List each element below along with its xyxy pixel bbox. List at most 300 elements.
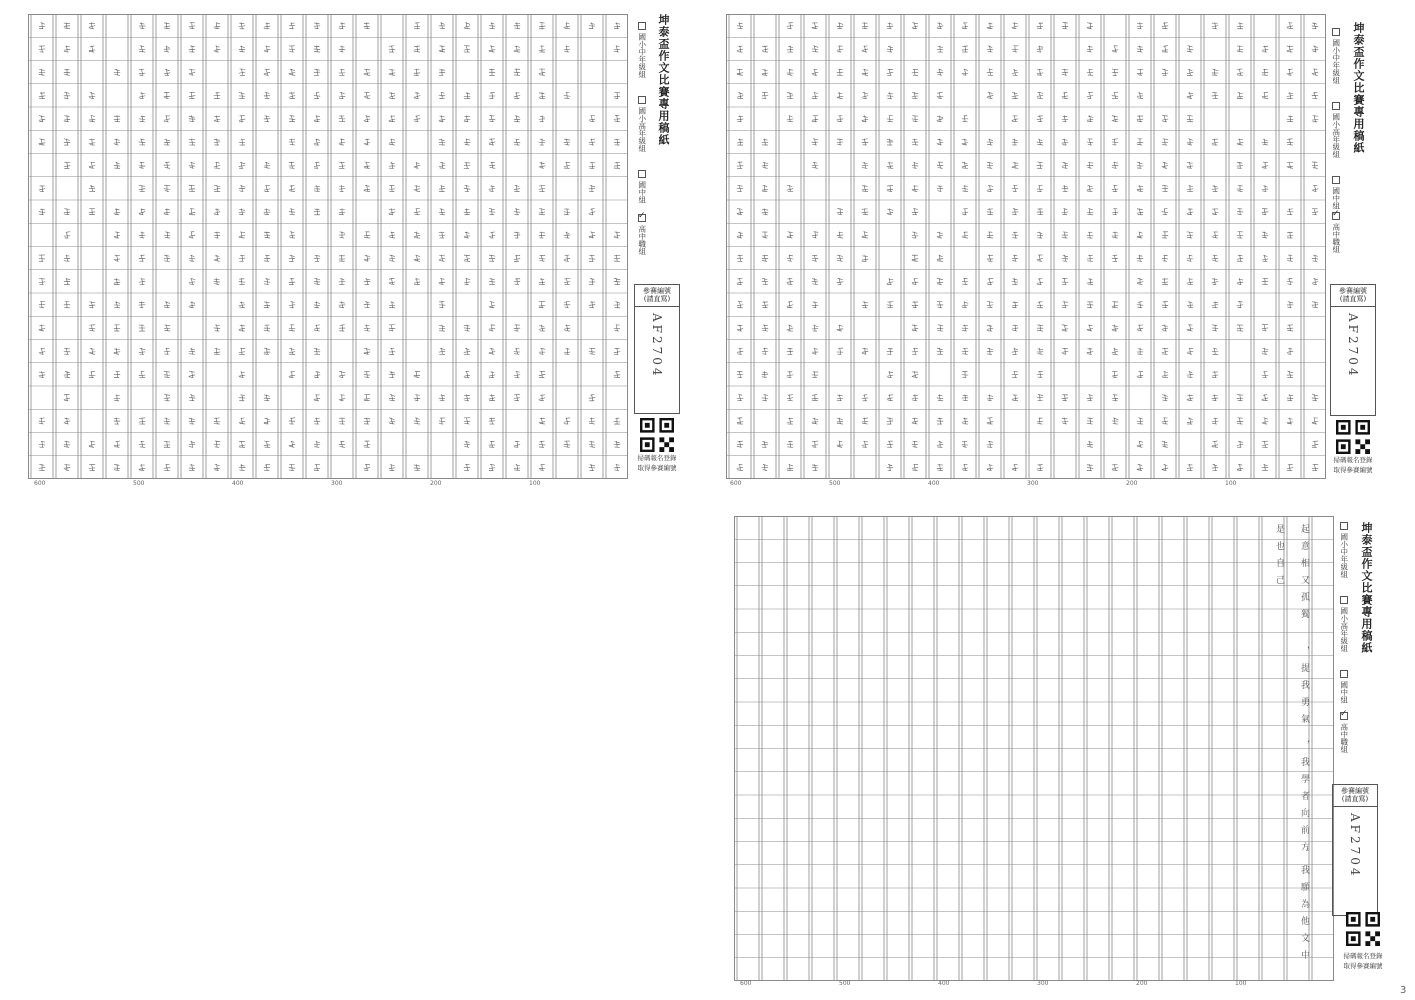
handwritten-char	[787, 69, 793, 75]
handwritten-char	[64, 162, 70, 168]
handwritten-char	[114, 418, 120, 424]
option-senior-high[interactable]: ✓ 高中職組	[1340, 712, 1348, 753]
handwritten-char	[314, 464, 320, 470]
page-number: 3	[1400, 985, 1407, 996]
ruler-label: 400	[232, 480, 244, 487]
handwritten-char	[289, 348, 295, 354]
handwritten-char	[912, 325, 918, 331]
handwritten-char	[862, 139, 868, 145]
handwritten-char	[514, 69, 520, 75]
handwritten-char	[1012, 464, 1018, 470]
entry-number-value: AF2704	[1346, 312, 1360, 379]
handwritten-char	[189, 232, 195, 238]
handwritten-char	[514, 371, 520, 377]
handwritten-char	[164, 255, 170, 261]
handwritten-char	[464, 418, 470, 424]
handwritten-char	[1237, 278, 1243, 284]
handwritten-char	[114, 371, 120, 377]
handwritten-char	[614, 115, 620, 121]
handwritten-char	[1287, 371, 1293, 377]
handwritten-char	[489, 92, 495, 98]
handwritten-char	[1087, 301, 1093, 307]
handwritten-char	[339, 115, 345, 121]
ruler-label: 500	[839, 980, 851, 987]
handwritten-char	[389, 69, 395, 75]
handwritten-char	[737, 418, 743, 424]
handwritten-char	[89, 348, 95, 354]
handwritten-char	[514, 255, 520, 261]
handwritten-char	[1187, 115, 1193, 121]
handwritten-char	[1237, 92, 1243, 98]
handwritten-char	[1012, 208, 1018, 214]
handwritten-char	[937, 92, 943, 98]
handwritten-char	[837, 394, 843, 400]
handwritten-char	[389, 232, 395, 238]
handwritten-char	[937, 69, 943, 75]
handwritten-char	[539, 348, 545, 354]
handwritten-char	[1087, 325, 1093, 331]
handwritten-char	[1037, 255, 1043, 261]
handwritten-char	[339, 92, 345, 98]
handwritten-char	[737, 394, 743, 400]
handwritten-char	[1312, 22, 1318, 28]
option-elementary-middle[interactable]: 國小中年級組	[1340, 522, 1348, 578]
handwritten-char	[987, 162, 993, 168]
option-elementary-upper[interactable]: 國小高年級組	[1332, 102, 1340, 158]
handwritten-char	[39, 255, 45, 261]
handwritten-char	[539, 22, 545, 28]
handwritten-char	[139, 371, 145, 377]
handwritten-char	[937, 22, 943, 28]
handwritten-char	[414, 185, 420, 191]
handwritten-char	[937, 46, 943, 52]
handwritten-char	[1287, 92, 1293, 98]
handwritten-char	[239, 464, 245, 470]
handwritten-char	[239, 139, 245, 145]
handwritten-char	[314, 348, 320, 354]
option-elementary-upper[interactable]: 國小高年級組	[638, 96, 646, 152]
handwritten-char	[787, 325, 793, 331]
handwritten-char	[912, 301, 918, 307]
handwritten-char	[64, 278, 70, 284]
handwritten-char	[1087, 185, 1093, 191]
handwritten-char	[164, 418, 170, 424]
handwritten-char	[139, 69, 145, 75]
handwritten-char	[139, 348, 145, 354]
handwritten-char	[912, 441, 918, 447]
handwritten-char	[364, 371, 370, 377]
handwritten-char	[289, 255, 295, 261]
handwritten-char	[214, 208, 220, 214]
handwritten-char	[1312, 394, 1318, 400]
handwritten-char	[1187, 464, 1193, 470]
handwritten-char	[737, 22, 743, 28]
writing-grid-2	[726, 14, 1326, 479]
handwritten-char	[514, 22, 520, 28]
manuscript-sheet-3	[726, 508, 1400, 993]
handwritten-char	[1187, 371, 1193, 377]
handwritten-char	[987, 255, 993, 261]
handwritten-char	[937, 348, 943, 354]
handwritten-char	[364, 394, 370, 400]
handwritten-char	[987, 185, 993, 191]
handwritten-char	[937, 441, 943, 447]
handwritten-char	[589, 441, 595, 447]
ruler-label: 500	[829, 480, 841, 487]
handwritten-char	[1187, 208, 1193, 214]
handwritten-char	[114, 348, 120, 354]
handwritten-char	[239, 255, 245, 261]
handwritten-char	[564, 232, 570, 238]
handwritten-char	[1312, 208, 1318, 214]
option-elementary-upper[interactable]: 國小高年級組	[1340, 596, 1348, 652]
entry-number-box[interactable]: 參賽編號 (請直寫) AF2704	[1330, 284, 1376, 416]
handwritten-char	[1187, 46, 1193, 52]
handwritten-char	[1212, 92, 1218, 98]
handwritten-char	[464, 441, 470, 447]
handwritten-char	[762, 255, 768, 261]
handwritten-char	[812, 371, 818, 377]
option-elementary-middle[interactable]: 國小中年級組	[1332, 28, 1340, 84]
handwritten-char	[1287, 394, 1293, 400]
handwritten-char	[1212, 69, 1218, 75]
handwritten-char	[1162, 22, 1168, 28]
handwritten-char	[264, 46, 270, 52]
handwritten-char	[514, 46, 520, 52]
handwritten-char	[1037, 232, 1043, 238]
handwritten-char	[264, 348, 270, 354]
option-junior-high[interactable]: 國中組	[1340, 670, 1348, 704]
handwritten-char	[214, 162, 220, 168]
handwritten-char	[139, 22, 145, 28]
handwritten-char	[64, 208, 70, 214]
handwritten-char	[214, 22, 220, 28]
handwritten-char	[289, 185, 295, 191]
handwritten-char	[489, 441, 495, 447]
handwritten-char	[1062, 208, 1068, 214]
handwritten-char	[364, 441, 370, 447]
option-junior-high[interactable]: 國中組	[638, 170, 646, 204]
handwritten-char	[164, 464, 170, 470]
handwritten-char	[762, 185, 768, 191]
handwritten-char	[962, 441, 968, 447]
handwritten-char	[1112, 232, 1118, 238]
handwritten-char	[887, 441, 893, 447]
handwritten-char	[1212, 441, 1218, 447]
handwritten-char	[1137, 464, 1143, 470]
handwritten-char	[1062, 22, 1068, 28]
handwritten-char	[1137, 162, 1143, 168]
handwritten-char	[862, 115, 868, 121]
handwritten-char	[564, 441, 570, 447]
handwritten-char	[1112, 394, 1118, 400]
handwritten-char	[464, 464, 470, 470]
handwritten-char	[1137, 418, 1143, 424]
handwritten-char	[514, 139, 520, 145]
handwritten-char	[339, 325, 345, 331]
handwritten-char	[414, 278, 420, 284]
handwritten-char	[464, 325, 470, 331]
handwritten-char	[1237, 162, 1243, 168]
handwritten-char	[589, 139, 595, 145]
handwritten-char	[389, 278, 395, 284]
handwritten-char	[812, 46, 818, 52]
form-title: 坤泰盃作文比賽專用稿紙	[657, 14, 670, 146]
handwritten-char	[787, 22, 793, 28]
handwritten-char	[389, 162, 395, 168]
handwritten-char	[1062, 325, 1068, 331]
handwritten-char	[289, 371, 295, 377]
handwritten-char	[1087, 394, 1093, 400]
handwritten-char	[589, 208, 595, 214]
handwritten-char	[614, 348, 620, 354]
handwritten-char	[164, 441, 170, 447]
handwritten-char	[564, 278, 570, 284]
handwritten-char	[1037, 278, 1043, 284]
handwritten-char	[1287, 208, 1293, 214]
handwritten-char	[539, 255, 545, 261]
handwritten-char	[314, 255, 320, 261]
handwritten-char	[289, 441, 295, 447]
handwritten-char	[614, 46, 620, 52]
handwritten-char	[439, 139, 445, 145]
handwritten-char	[1237, 185, 1243, 191]
handwritten-char	[139, 162, 145, 168]
handwritten-char	[464, 255, 470, 261]
writing-grid-3	[734, 516, 1334, 981]
handwritten-char	[987, 441, 993, 447]
handwritten-char	[614, 92, 620, 98]
handwritten-char	[1262, 232, 1268, 238]
handwritten-char	[139, 418, 145, 424]
handwritten-char	[239, 371, 245, 377]
handwritten-char	[89, 301, 95, 307]
handwritten-char	[1137, 371, 1143, 377]
handwritten-char	[614, 139, 620, 145]
handwritten-char	[114, 255, 120, 261]
handwritten-char	[114, 278, 120, 284]
handwritten-char	[289, 46, 295, 52]
handwritten-char	[564, 22, 570, 28]
handwritten-char	[439, 301, 445, 307]
handwritten-char	[289, 278, 295, 284]
entry-number-box[interactable]: 參賽編號 (請直寫) AF2704	[1332, 784, 1378, 916]
handwritten-char	[264, 69, 270, 75]
handwritten-char	[887, 394, 893, 400]
handwritten-char	[812, 69, 818, 75]
handwritten-char	[314, 115, 320, 121]
handwritten-char	[1287, 464, 1293, 470]
handwritten-char	[339, 208, 345, 214]
handwritten-char	[1037, 325, 1043, 331]
handwritten-char	[164, 22, 170, 28]
handwritten-char	[962, 208, 968, 214]
handwritten-char	[189, 69, 195, 75]
handwritten-char	[614, 255, 620, 261]
handwritten-char	[1162, 115, 1168, 121]
handwritten-char	[314, 69, 320, 75]
handwritten-char	[489, 348, 495, 354]
handwritten-char	[1062, 301, 1068, 307]
handwritten-char	[439, 348, 445, 354]
handwritten-char	[887, 371, 893, 377]
handwritten-char	[787, 464, 793, 470]
handwritten-char	[1212, 278, 1218, 284]
handwritten-char	[314, 441, 320, 447]
handwritten-char	[564, 139, 570, 145]
handwritten-char	[1312, 464, 1318, 470]
handwritten-char	[364, 348, 370, 354]
handwritten-char	[514, 115, 520, 121]
handwritten-char	[389, 255, 395, 261]
ruler-label: 300	[1037, 980, 1049, 987]
handwritten-char	[189, 301, 195, 307]
handwritten-char	[1112, 418, 1118, 424]
handwritten-char	[414, 232, 420, 238]
handwritten-char	[564, 348, 570, 354]
handwritten-char	[1012, 255, 1018, 261]
handwritten-char	[1012, 325, 1018, 331]
handwritten-char	[614, 278, 620, 284]
handwritten-char	[887, 115, 893, 121]
handwritten-char	[1112, 92, 1118, 98]
handwritten-char	[139, 441, 145, 447]
handwritten-char	[1262, 255, 1268, 261]
handwritten-char	[787, 394, 793, 400]
handwritten-char	[514, 464, 520, 470]
handwritten-char	[1112, 139, 1118, 145]
handwritten-char	[987, 69, 993, 75]
handwritten-char	[912, 22, 918, 28]
handwritten-char	[1162, 371, 1168, 377]
handwritten-char	[264, 92, 270, 98]
handwritten-char	[289, 464, 295, 470]
handwritten-char	[1137, 278, 1143, 284]
handwritten-char	[564, 325, 570, 331]
handwritten-char	[614, 464, 620, 470]
handwritten-char	[539, 115, 545, 121]
handwritten-char	[762, 278, 768, 284]
handwritten-char	[1137, 441, 1143, 447]
handwritten-char	[1137, 208, 1143, 214]
option-junior-high[interactable]: 國中組	[1332, 176, 1340, 210]
handwritten-char	[239, 278, 245, 284]
handwritten-char	[214, 325, 220, 331]
handwritten-char	[1262, 464, 1268, 470]
handwritten-char	[1062, 278, 1068, 284]
handwritten-char	[1162, 348, 1168, 354]
handwritten-char	[264, 441, 270, 447]
handwritten-char	[64, 22, 70, 28]
handwritten-char	[264, 22, 270, 28]
handwritten-char	[539, 418, 545, 424]
handwritten-char	[214, 185, 220, 191]
handwritten-char	[1287, 418, 1293, 424]
handwritten-char	[737, 139, 743, 145]
handwritten-char	[1187, 92, 1193, 98]
handwritten-char	[1187, 394, 1193, 400]
handwritten-char	[1212, 394, 1218, 400]
handwritten-char	[39, 441, 45, 447]
handwritten-char	[489, 185, 495, 191]
handwritten-char	[812, 441, 818, 447]
handwritten-char	[912, 232, 918, 238]
handwritten-char	[787, 441, 793, 447]
handwritten-char	[189, 22, 195, 28]
handwritten-char	[1162, 185, 1168, 191]
handwritten-char	[89, 22, 95, 28]
handwritten-char	[1062, 185, 1068, 191]
handwritten-char	[837, 325, 843, 331]
handwritten-char	[239, 394, 245, 400]
handwritten-char	[114, 162, 120, 168]
handwritten-char	[1212, 325, 1218, 331]
handwritten-char	[1112, 185, 1118, 191]
option-elementary-middle[interactable]: 國小中年級組	[638, 22, 646, 78]
entry-number-box[interactable]: 參賽編號 (請直寫) AF2704	[634, 284, 680, 414]
handwritten-char	[987, 232, 993, 238]
handwritten-char	[1162, 46, 1168, 52]
handwritten-char	[539, 394, 545, 400]
handwritten-char	[164, 115, 170, 121]
handwritten-char	[1212, 301, 1218, 307]
handwritten-char	[89, 185, 95, 191]
handwritten-char	[439, 46, 445, 52]
handwritten-char	[539, 46, 545, 52]
handwritten-char	[614, 22, 620, 28]
handwritten-char	[289, 92, 295, 98]
option-senior-high[interactable]: ✓ 高中職組	[1332, 212, 1340, 253]
handwritten-char	[1137, 301, 1143, 307]
handwritten-char	[1237, 441, 1243, 447]
handwritten-char	[464, 162, 470, 168]
handwritten-char	[189, 394, 195, 400]
handwritten-char	[489, 115, 495, 121]
handwritten-char	[837, 348, 843, 354]
handwritten-char	[737, 325, 743, 331]
option-senior-high[interactable]: ✓ 高中職組	[638, 214, 646, 255]
handwritten-char	[862, 69, 868, 75]
handwritten-char	[214, 464, 220, 470]
handwritten-char	[1012, 92, 1018, 98]
handwritten-char	[389, 301, 395, 307]
handwritten-char	[39, 22, 45, 28]
handwritten-char	[1237, 464, 1243, 470]
handwritten-char	[937, 232, 943, 238]
handwritten-char	[1137, 325, 1143, 331]
handwritten-char	[539, 139, 545, 145]
handwritten-char	[762, 46, 768, 52]
handwritten-char	[464, 46, 470, 52]
handwritten-char	[1137, 255, 1143, 261]
manuscript-sheet-1	[20, 8, 690, 493]
handwritten-char	[1262, 441, 1268, 447]
handwritten-char	[937, 394, 943, 400]
handwritten-char	[1087, 441, 1093, 447]
handwritten-char	[189, 441, 195, 447]
handwritten-char	[289, 418, 295, 424]
handwritten-char	[1012, 301, 1018, 307]
handwritten-char	[539, 464, 545, 470]
handwritten-char	[987, 464, 993, 470]
handwritten-char	[64, 255, 70, 261]
handwritten-char	[1287, 278, 1293, 284]
handwritten-char	[564, 255, 570, 261]
handwritten-char	[787, 278, 793, 284]
handwritten-char	[214, 115, 220, 121]
handwritten-char	[589, 418, 595, 424]
handwritten-char	[539, 208, 545, 214]
